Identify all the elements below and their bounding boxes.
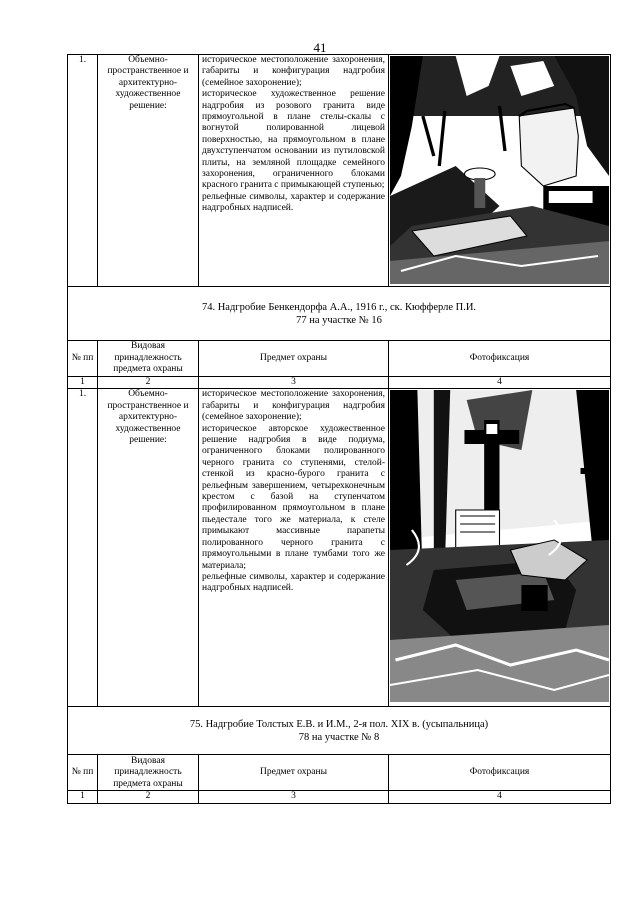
column-numbers-row xyxy=(68,377,611,389)
subject-line: рельефные символы, характер и содержание надгробных надписей. xyxy=(202,191,385,214)
grave-photo-1 xyxy=(390,56,609,284)
table-row xyxy=(68,287,611,341)
table-row xyxy=(68,55,611,287)
col-number: 1 xyxy=(68,377,98,389)
grave-photo-2 xyxy=(390,390,609,702)
object-title: 74. Надгробие Бенкендорфа А.А., 1916 г., ск. Кюфферле П.И. xyxy=(201,301,477,313)
header-num: № пп xyxy=(68,341,98,377)
subject-line: рельефные символы, характер и содержание надгробных надписей. xyxy=(202,571,385,594)
table-row xyxy=(68,389,611,707)
header-type: Видовая принадлежность предмета охраны xyxy=(98,755,199,791)
protection-type: Объемно-пространственное и архитектурно-художественное решение: xyxy=(98,55,199,287)
col-number: 3 xyxy=(199,791,389,803)
header-photo: Фотофиксация xyxy=(389,755,611,791)
subject-line: историческое местоположение захоронения, габариты и конфигурация надгробия (семейное захоронение); xyxy=(202,55,385,88)
col-number: 2 xyxy=(98,377,199,389)
subject-line: историческое местоположение захоронения, габариты и конфигурация надгробия (семейное захоронение); xyxy=(202,389,385,423)
protection-subject xyxy=(199,55,389,287)
photo-cell xyxy=(389,389,611,707)
header-type: Видовая принадлежность предмета охраны xyxy=(98,341,199,377)
subject-line: историческое авторское художественное решение надгробия в виде подиума, ограниченного блоками полированного черного гранита со ступенями, стелой-стенкой из красно-бурого гранита с рельефным завершением, четырехконечным крестом с базой на ступенчатом профилированном прямоугольном в плане пьедестале того же материала, к стеле примыкают массивные парапеты полированного черного гранита с прямоугольными в плане тумбами того же материала; xyxy=(202,423,385,571)
column-numbers-row xyxy=(68,791,611,803)
object-heading xyxy=(68,707,611,755)
header-photo: Фотофиксация xyxy=(389,341,611,377)
object-heading xyxy=(68,287,611,341)
col-number: 3 xyxy=(199,377,389,389)
photo-cell xyxy=(389,55,611,287)
header-row xyxy=(68,755,611,791)
protection-table xyxy=(67,54,611,804)
subject-line: историческое художественное решение надгробия из розового гранита виде прямоугольной в плане стелы-скалы с вогнутой полированной лицевой поверхностью, на прямоугольном в плане двухступенчатом основании из путиловской плиты, на земляной площадке семейного захоронения, ограниченного блоками красного гранита с примыкающей ступенью; xyxy=(202,89,385,191)
col-number: 1 xyxy=(68,791,98,803)
header-num: № пп xyxy=(68,755,98,791)
header-subject: Предмет охраны xyxy=(199,755,389,791)
object-title: 75. Надгробие Толстых Е.В. и И.М., 2-я пол. XIX в. (усыпальница) xyxy=(189,718,489,730)
header-row xyxy=(68,341,611,377)
col-number: 2 xyxy=(98,791,199,803)
row-number: 1. xyxy=(68,55,98,287)
object-location: 77 на участке № 16 xyxy=(296,314,382,326)
col-number: 4 xyxy=(389,791,611,803)
protection-type: Объемно-пространственное и архитектурно-художественное решение: xyxy=(98,389,199,707)
page-number: 41 xyxy=(313,40,327,55)
object-location: 78 на участке № 8 xyxy=(298,731,380,743)
header-subject: Предмет охраны xyxy=(199,341,389,377)
row-number: 1. xyxy=(68,389,98,707)
protection-subject xyxy=(199,389,389,707)
col-number: 4 xyxy=(389,377,611,389)
table-row xyxy=(68,707,611,755)
